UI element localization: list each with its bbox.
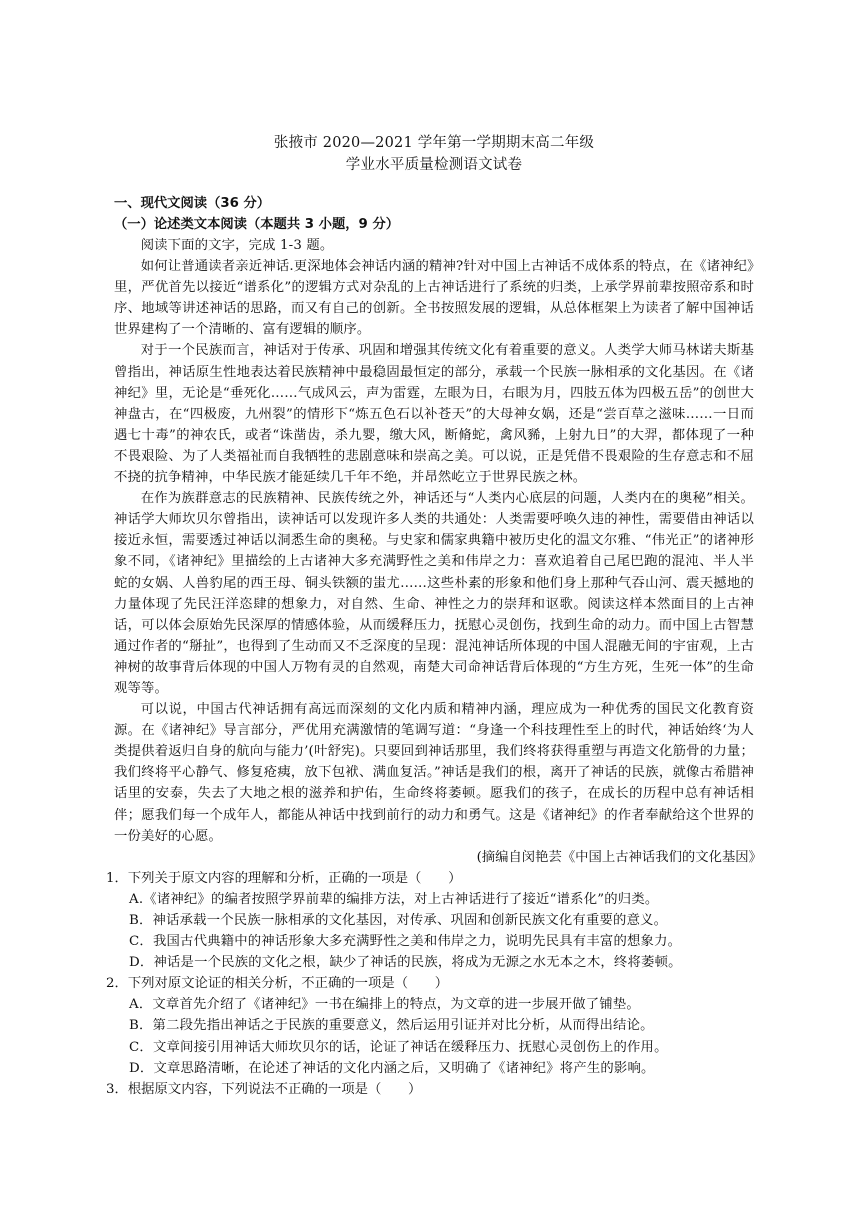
question-1-option-d: D．神话是一个民族的文化之根，缺少了神话的民族，将成为无源之水无本之木，终将萎顿。 bbox=[129, 955, 682, 971]
article-paragraph: 对于一个民族而言，神话对于传承、巩固和增强其传统文化有着重要的意义。人类学大师马林诺夫斯基曾指出，神话原生性地表达着民族精神中最稳固最恒定的部分，承载一个民族一脉相承的文化基因。在《诸神纪》里，无论是“垂死化……气成风云，声为雷霆，左眼为日，右眼为月，四肢五体为四极五岳”的创世大神盘古，在“四极废，九州裂”的情形下“炼五色石以补苍天”的大母神女娲，还是“尝百草之滋味……一日而遇七十毒”的神农氏，或者“诛凿齿，杀九婴，缴大风，断脩蛇，禽风豨，上射九日”的大羿，都体现了一种不畏艰险、为了人类福祉而自我牺牲的悲剧意味和崇高之美。可以说，正是凭借不畏艰险的生存意志和不屈不挠的抗争精神，中华民族才能延续几千年不绝，并昂然屹立于世界民族之林。 bbox=[114, 343, 754, 486]
question-2-stem: 2．下列对原文论证的相关分析，不正确的一项是（ ） bbox=[106, 976, 449, 992]
subsection-heading: （一）论述类文本阅读（本题共 3 小题，9 分） bbox=[114, 217, 400, 232]
question-2-option-d: D．文章思路清晰，在论述了神话的文化内涵之后，又明确了《诸神纪》将产生的影响。 bbox=[129, 1060, 655, 1076]
reading-instruction: 阅读下面的文字，完成 1-3 题。 bbox=[140, 238, 334, 253]
exam-title bbox=[114, 132, 754, 176]
exam-title-line-2: 学业水平质量检测语文试卷 bbox=[345, 157, 523, 173]
question-1-option-c: C．我国古代典籍中的神话形象大多充满野性之美和伟岸之力，说明先民具有丰富的想象力。 bbox=[129, 934, 682, 950]
question-3-stem: 3．根据原文内容，下列说法不正确的一项是（ ） bbox=[106, 1081, 422, 1097]
question-2-option-a: A．文章首先介绍了《诸神纪》一书在编排上的特点，为文章的进一步展开做了铺垫。 bbox=[129, 997, 640, 1013]
article-source: (摘编自闵艳芸《中国上古神话我们的文化基因》 bbox=[476, 849, 762, 865]
question-2-option-b: B．第二段先指出神话之于民族的重要意义，然后运用引证并对比分析，从而得出结论。 bbox=[129, 1018, 654, 1034]
section-heading: 一、现代文阅读（36 分） bbox=[114, 196, 271, 211]
question-1-option-b: B．神话承载一个民族一脉相承的文化基因，对传承、巩固和创新民族文化有重要的意义。 bbox=[129, 913, 668, 928]
exam-title-line-1: 张掖市 2020—2021 学年第一学期期末高二年级 bbox=[273, 135, 595, 151]
article-paragraph: 在作为族群意志的民族精神、民族传统之外，神话还与“人类内心底层的问题，人类内在的奥秘”相关。神话学大师坎贝尔曾指出，读神话可以发现许多人类的共通处：人类需要呼唤久违的神性，需要借由神话以接近永恒，需要透过神话以洞悉生命的奥秘。与史家和儒家典籍中被历史化的温文尔雅、“伟光正”的诸神形象不同，《诸神纪》里描绘的上古诸神大多充满野性之美和伟岸之力：喜欢追着自己尾巴跑的混沌、半人半蛇的女娲、人兽豹尾的西王母、铜头铁额的蚩尤……这些朴素的形象和他们身上那种气吞山河、震天撼地的力量体现了先民汪洋恣肆的想象力，对自然、生命、神性之力的崇拜和讴歌。阅读这样本然面目的上古神话，可以体会原始先民深厚的情感体验，从而缓释压力，抚慰心灵创伤，找到生命的动力。而中国上古智慧通过作者的“掰扯”，也得到了生动而又不乏深度的呈现：混沌神话所体现的中国人混融无间的宇宙观，上古神树的故事背后体现的中国人万物有灵的自然观，南楚大司命神话背后体现的“方生方死，生死一体”的生命观等等。 bbox=[114, 491, 754, 696]
article-paragraph: 可以说，中国古代神话拥有高远而深刻的文化内质和精神内涵，理应成为一种优秀的国民文化教育资源。在《诸神纪》导言部分，严优用充满激情的笔调写道：“身逢一个科技理性至上的时代，神话始终‘为人类提供着返归自身的航向与能力’(叶舒宪)。只要回到神话那里，我们终将获得重塑与再造文化筋骨的力量；我们终将平心静气、修复疮痍，放下包袱、满血复活。”神话是我们的根，离开了神话的民族，就像古希腊神话里的安泰，失去了大地之根的滋养和护佑，生命终将萎顿。愿我们的孩子，在成长的历程中总有神话相伴；愿我们每一个成年人，都能从神话中找到前行的动力和勇气。这是《诸神纪》的作者奉献给这个世界的一份美好的心愿。 bbox=[114, 702, 754, 844]
question-2-option-c: C．文章间接引用神话大师坎贝尔的话，论证了神话在缓释压力、抚慰心灵创伤上的作用。 bbox=[129, 1039, 668, 1055]
question-1-stem: 1．下列关于原文内容的理解和分析，正确的一项是（ ） bbox=[106, 870, 462, 886]
question-1-option-a: A.《诸神纪》的编者按照学界前辈的编排方法，对上古神话进行了接近“谱系化”的归类。 bbox=[129, 891, 659, 907]
article-paragraph: 如何让普通读者亲近神话.更深地体会神话内涵的精神?针对中国上古神话不成体系的特点，在《诸神纪》里，严优首先以接近“谱系化”的逻辑方式对杂乱的上古神话进行了系统的归类，上承学界前辈按照帝系和时序、地域等讲述神话的思路，而又有自己的创新。全书按照发展的逻辑，从总体框架上为读者了解中国神话世界建构了一个清晰的、富有逻辑的顺序。 bbox=[114, 259, 754, 338]
exam-page bbox=[106, 132, 762, 1100]
